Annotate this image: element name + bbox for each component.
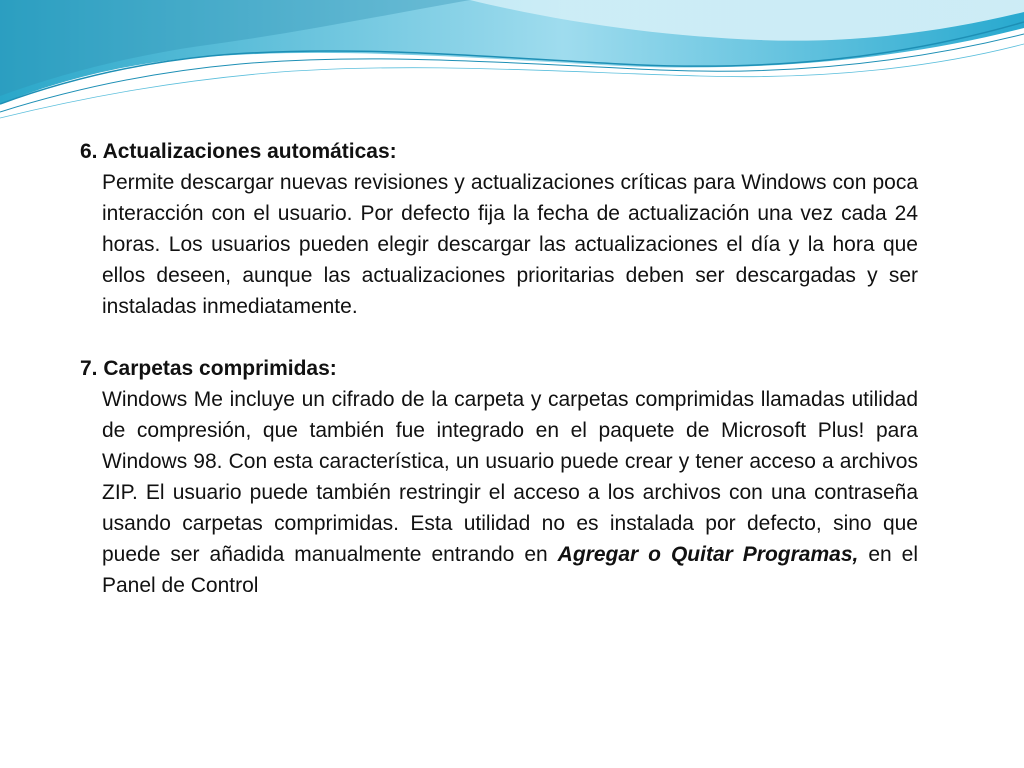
section-body-text: Permite descargar nuevas revisiones y actualizaciones críticas para Windows con poca interacción con el usuario. Por defecto fija la fecha de actualización una vez cada 24 horas. Los usuarios pueden elegir descargar las actualizaciones el día y la hora que ellos deseen, aunque las actualizaciones prioritarias deben ser descargadas y ser instaladas inmediatamente. (102, 171, 918, 318)
spacer (80, 322, 918, 353)
section-body-text-end: en el Panel de Control (102, 543, 918, 597)
section-title: 6. Actualizaciones automáticas: (80, 140, 397, 163)
section-body (102, 167, 918, 322)
header-wave-decoration (0, 0, 1024, 125)
section-title: 7. Carpetas comprimidas: (80, 357, 337, 380)
section-body-text: Windows Me incluye un cifrado de la carpeta y carpetas comprimidas llamadas utilidad de compresión, que también fue integrado en el paquete de Microsoft Plus! para Windows 98. Con esta característica, un usuario puede crear y tener acceso a archivos ZIP. El usuario puede también restringir el acceso a los archivos con una contraseña usando carpetas comprimidas. Esta utilidad no es instalada por defecto, sino que puede ser añadida manualmente entrando en (102, 388, 918, 566)
control-panel-path-emphasis: Agregar o Quitar Programas, (557, 543, 859, 566)
section-body (102, 384, 918, 601)
slide-content (80, 136, 918, 601)
